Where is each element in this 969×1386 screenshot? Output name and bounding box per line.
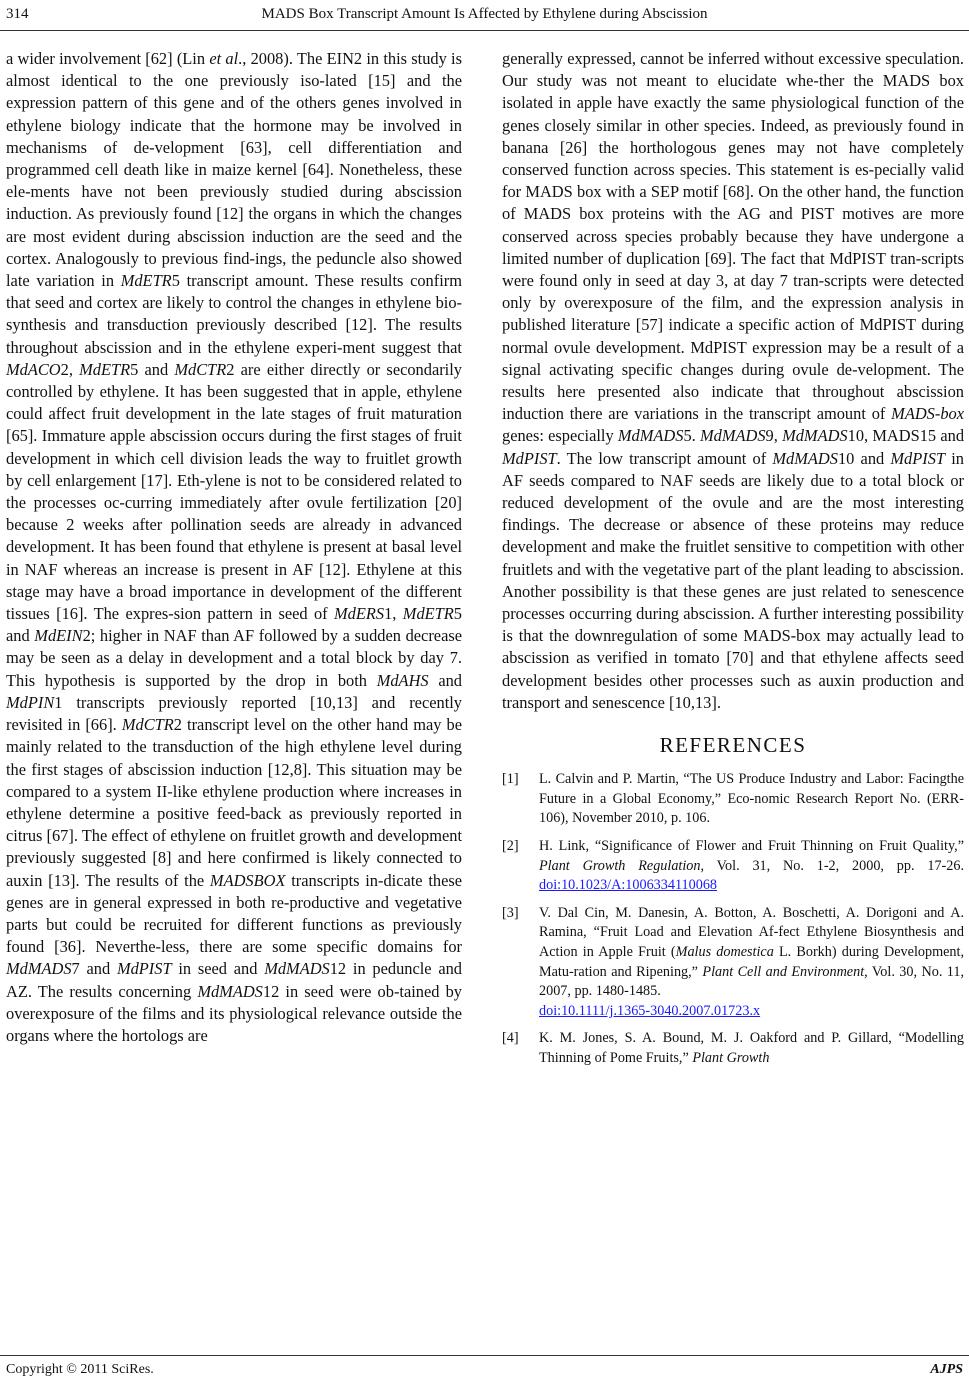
page-footer xyxy=(6,1362,963,1378)
reference-item xyxy=(502,1029,964,1068)
reference-number: [1] xyxy=(502,771,519,788)
reference-text: K. M. Jones, S. A. Bound, M. J. Oakford and P. Gillard, “Modelling Thinning of Pome Fruits,” Plant Growth xyxy=(539,1030,964,1067)
header-rule xyxy=(0,30,969,31)
references-heading: REFERENCES xyxy=(659,733,807,758)
footer-rule xyxy=(0,1355,969,1356)
left-column xyxy=(6,48,462,1047)
running-title: MADS Box Transcript Amount Is Affected by Ethylene during Abscission xyxy=(261,6,708,22)
reference-number: [4] xyxy=(502,1030,519,1047)
page-header xyxy=(0,6,969,28)
references-list xyxy=(502,770,964,1068)
journal-abbreviation: AJPS xyxy=(930,1362,963,1377)
reference-item xyxy=(502,837,964,896)
copyright-notice: Copyright © 2011 SciRes. xyxy=(6,1362,154,1377)
right-column xyxy=(502,48,964,1077)
reference-number: [3] xyxy=(502,904,519,921)
reference-item xyxy=(502,770,964,829)
page-number: 314 xyxy=(6,6,29,22)
reference-text: H. Link, “Significance of Flower and Fruit Thinning on Fruit Quality,” Plant Growth Regulation, Vol. 31, No. 1-2, 2000, pp. 17-26. doi:10.1023/A:1006334110068 xyxy=(539,838,965,894)
reference-item xyxy=(502,904,964,1022)
body-paragraph: a wider involvement [62] (Lin et al., 2008). The EIN2 in this study is almost identical to the one previously iso-lated [15] and the expression pattern of this gene and of the others genes involved in ethylene biology indicate that the hormone may be involved in mechanisms of de-velopment [63], cell differentiation and programmed cell death like in maize kernel [64]. Nonetheless, these ele-ments have not been previously studied during abscission induction. As previously found [12] the organs in which the changes are most evident during abscission induction are the seed and the cortex. Analogously to previous find-ings, the peduncle also showed late variation in MdETR5 transcript amount. These results confirm that seed and cortex are likely to control the changes in ethylene bio-synthesis and transduction previously described [12]. The results throughout abscission and in the ethylene experi-ment suggest that MdACO2, MdETR5 and MdCTR2 are either directly or secondarily controlled by ethylene. It has been suggested that in apple, ethylene could affect fruit development in the late stages of fruit maturation [65]. Immature apple abscission occurs during the first stages of fruit development in which cell division leads the way to fruitlet growth by cell enlargement [17]. Eth-ylene is not to be considered related to the processes oc-curring immediately after ovule fertilization [20] because 2 weeks after pollination seeds are already in advanced development. It has been found that ethylene is present at basal level in NAF whereas an increase is present in AF [12]. Ethylene at this stage may have a broad importance in development of the different tissues [16]. The expres-sion pattern in seed of MdERS1, MdETR5 and MdEIN2; higher in NAF than AF followed by a sudden decrease may be seen as a delay in development and a total block by day 7. This hypothesis is supported by the drop in both MdAHS and MdPIN1 transcripts previously reported [10,13] and recently revisited in [66]. MdCTR2 transcript level on the other hand may be mainly related to the transduction of the high ethylene level during the first stages of abscission induction [12,8]. This situation may be compared to a system II-like ethylene production where increases in ethylene determine a positive feed-back as previously reported in citrus [67]. The effect of ethylene on fruitlet growth and development previously suggested [8] and here confirmed is likely connected to auxin [13]. The results of the MADSBOX transcripts in-dicate these genes are in general expressed in both re-productive and vegetative parts but could be recruited for different functions as previously found [36]. Neverthe-less, there are some specific domains for MdMADS7 and MdPIST in seed and MdMADS12 in peduncle and AZ. The results concerning MdMADS12 in seed were ob-tained by overexposure of the films and its physiological relevance outside the organs where the hortologs are xyxy=(6,49,462,1045)
doi-link[interactable]: doi:10.1023/A:1006334110068 xyxy=(539,877,718,894)
reference-text: L. Calvin and P. Martin, “The US Produce Industry and Labor: Facingthe Future in a Global Economy,” Eco-nomic Research Report No. (ERR-106), November 2010, p. 106. xyxy=(539,771,964,827)
reference-number: [2] xyxy=(502,838,519,855)
reference-text: V. Dal Cin, M. Danesin, A. Botton, A. Boschetti, A. Dorigoni and A. Ramina, “Fruit Load and Elevation Af-fect Ethylene Biosynthesis and Action in Apple Fruit (Malus domestica L. Borkh) during Development, Matu-ration and Ripening,” Plant Cell and Environment, Vol. 30, No. 11, 2007, pp. 1480-1485. doi:10.1111/j.1365-3040.2007.01723.x xyxy=(539,904,965,1019)
body-paragraph: generally expressed, cannot be inferred without excessive speculation. Our study was not meant to elucidate whe-ther the MADS box isolated in apple have exactly the same physiological function of the genes closely similar in other species. Indeed, as previously found in banana [26] the horthologous genes may not have completely conserved function across species. This statement is es-pecially valid for MADS box with a SEP motif [68]. On the other hand, the function of MADS box proteins with the AG and PIST motives are more conserved across species probably because they have undergone a limited number of duplication [69]. The fact that MdPIST tran-scripts were found only in seed at day 3, at day 7 tran-scripts were detected only by overexposure of the film, and the expression analysis in published literature [57] indicate a specific action of MdPIST during normal ovule development. MdPIST expression may be a result of a signal activating specific changes during ovule de-velopment. The results here presented also indicate that throughout abscission induction there are variations in the transcript amount of MADS-box genes: especially MdMADS5. MdMADS9, MdMADS10, MADS15 and MdPIST. The low transcript amount of MdMADS10 and MdPIST in AF seeds compared to NAF seeds are likely due to a total block or reduced development of the ovule and are the most interesting findings. The decrease or absence of these proteins may reduce development and make the fruitlet sensitive to competition with other fruitlets and with the vegetative part of the plant leading to abscission. Another possibility is that these genes are just related to senescence processes occurring during abscission. A further interesting possibility is that the downregulation of some MADS-box may actually lead to abscission as verified in tomato [70] and that ethylene affects seed development besides other processes such as auxin production and transport and senescence [10,13]. xyxy=(502,49,965,712)
doi-link[interactable]: doi:10.1111/j.1365-3040.2007.01723.x xyxy=(539,1002,761,1019)
